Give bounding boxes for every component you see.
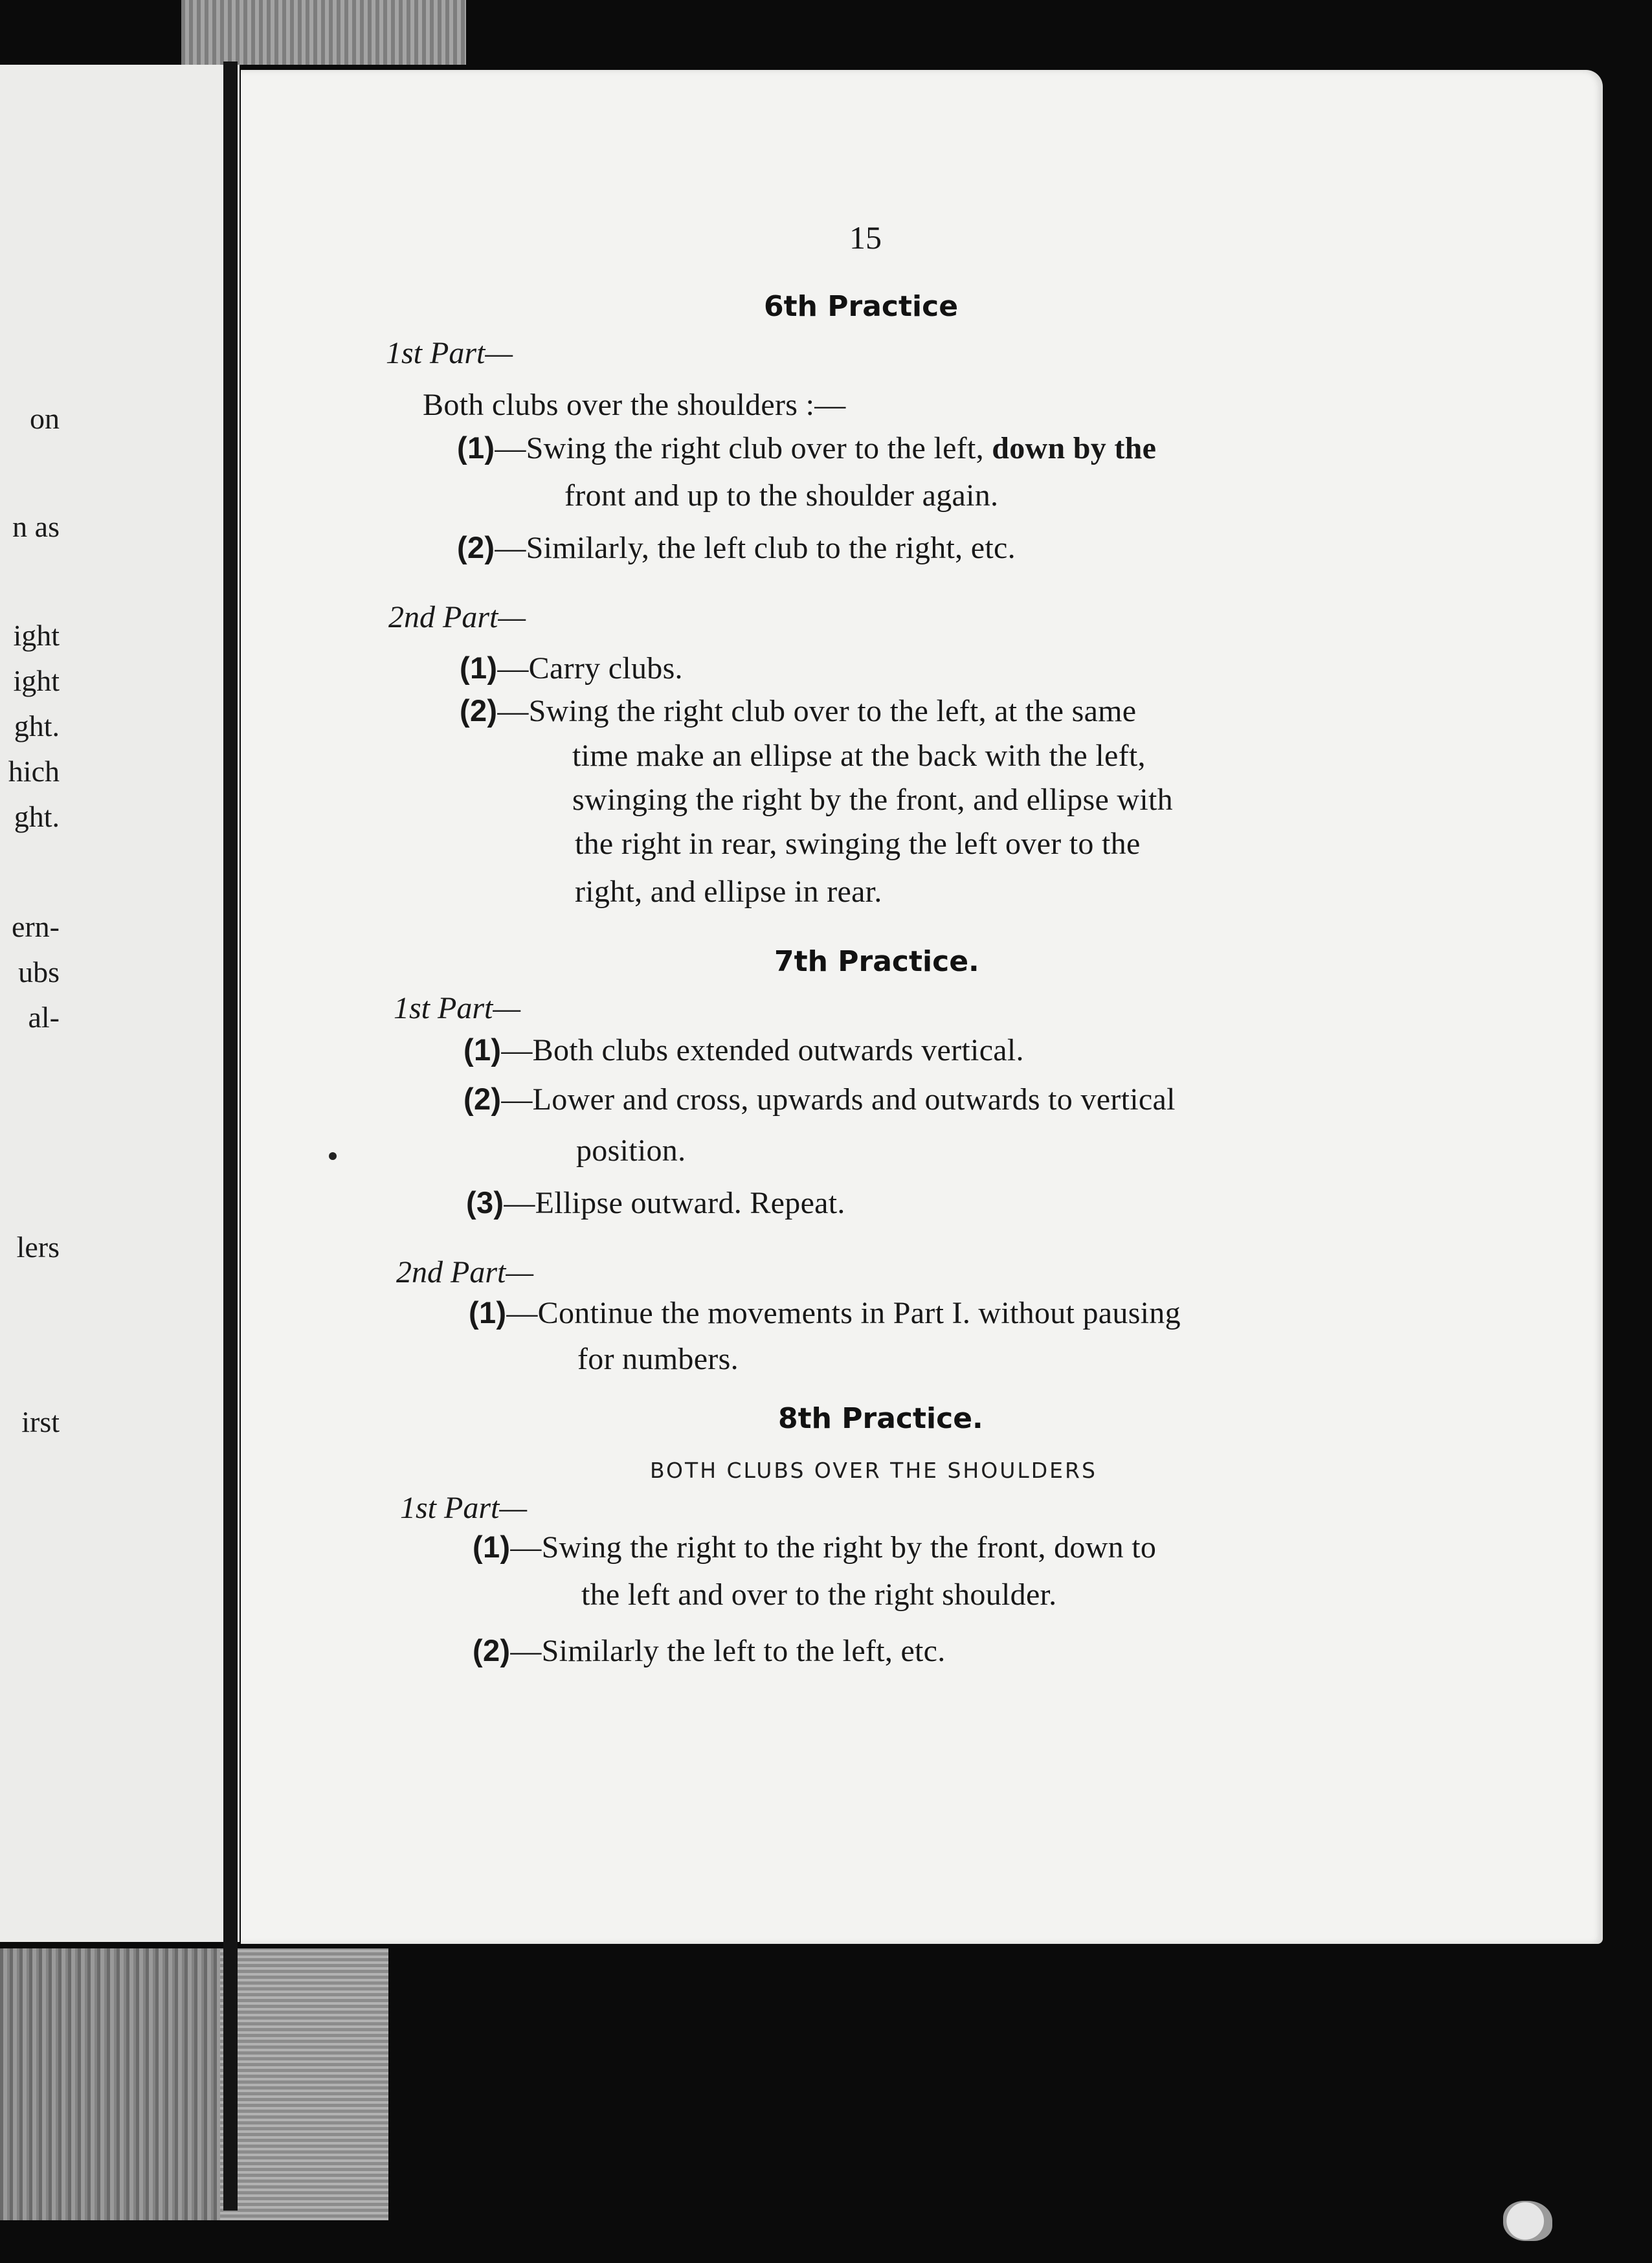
left-fragment: hich <box>8 755 60 788</box>
part-label: 2nd Part— <box>396 1255 534 1289</box>
part-label: 1st Part— <box>394 991 521 1025</box>
list-item <box>466 1185 845 1221</box>
cloth-stripe <box>220 1948 388 2220</box>
item-text: —Both clubs extended outwards vertical. <box>501 1033 1024 1067</box>
item-continuation: right, and ellipse in rear. <box>575 875 882 909</box>
item-text: —Swing the right to the right by the front, down to <box>510 1530 1157 1565</box>
list-item <box>473 1633 946 1669</box>
binding-cloth-bottom <box>0 1948 388 2220</box>
binding-cloth-top <box>181 0 466 65</box>
item-continuation: for numbers. <box>577 1342 739 1376</box>
item-text: —Carry clubs. <box>497 651 683 686</box>
list-item <box>457 530 1016 566</box>
section-heading: 8th Practice. <box>778 1402 983 1435</box>
library-stamp <box>1503 2201 1552 2241</box>
left-page <box>0 65 240 1942</box>
list-item <box>469 1295 1181 1331</box>
item-text: —Swing the right club over to the left, at the same <box>497 694 1137 728</box>
left-fragment: al- <box>28 1001 60 1034</box>
item-number: (1) <box>473 1530 511 1564</box>
item-continuation: the right in rear, swinging the left over to the <box>575 827 1141 861</box>
section-subheading: BOTH CLUBS OVER THE SHOULDERS <box>650 1458 1097 1483</box>
item-text: —Lower and cross, upwards and outwards to vertical <box>501 1082 1176 1117</box>
list-item <box>457 430 1156 466</box>
item-continuation: position. <box>576 1133 686 1168</box>
ink-speck <box>329 1152 337 1160</box>
part-label: 1st Part— <box>386 336 513 370</box>
item-number: (1) <box>460 651 498 685</box>
list-item <box>473 1529 1156 1565</box>
item-number: (3) <box>466 1185 504 1220</box>
part-intro: Both clubs over the shoulders :— <box>423 388 846 422</box>
list-item <box>463 1032 1024 1068</box>
item-text-bold: down by the <box>992 431 1157 465</box>
item-number: (1) <box>463 1032 502 1067</box>
left-fragment: ght. <box>14 709 60 742</box>
left-fragment: irst <box>21 1405 60 1438</box>
part-label: 1st Part— <box>400 1491 528 1525</box>
item-text: —Swing the right club over to the left, <box>495 431 992 465</box>
item-continuation: front and up to the shoulder again. <box>564 478 999 513</box>
list-item <box>463 1081 1176 1117</box>
part-label: 2nd Part— <box>388 600 526 634</box>
section-heading: 6th Practice <box>764 290 959 323</box>
item-text: —Ellipse outward. Repeat. <box>504 1186 845 1220</box>
item-continuation: the left and over to the right shoulder. <box>581 1577 1057 1612</box>
section-heading: 7th Practice. <box>774 945 979 978</box>
item-number: (2) <box>463 1082 502 1116</box>
left-fragment: on <box>30 402 60 435</box>
left-fragment: ight <box>13 664 60 697</box>
item-text: —Similarly, the left club to the right, etc. <box>495 531 1016 565</box>
left-fragment: n as <box>12 510 60 543</box>
item-text: —Continue the movements in Part I. without pausing <box>506 1296 1181 1330</box>
item-continuation: swinging the right by the front, and ellipse with <box>572 783 1173 817</box>
left-fragment: ght. <box>14 800 60 833</box>
list-item <box>460 650 683 686</box>
left-fragment: lers <box>16 1231 60 1264</box>
item-number: (2) <box>457 530 495 564</box>
item-text: —Similarly the left to the left, etc. <box>510 1634 946 1668</box>
item-number: (2) <box>460 693 498 728</box>
list-item <box>460 693 1136 729</box>
item-number: (2) <box>473 1633 511 1667</box>
left-fragment: ubs <box>18 955 60 988</box>
book-spine <box>223 61 238 2211</box>
left-fragment: ern- <box>11 910 60 943</box>
left-fragment: ight <box>13 619 60 652</box>
page-number: 15 <box>849 219 882 256</box>
item-continuation: time make an ellipse at the back with the left, <box>572 739 1146 773</box>
item-number: (1) <box>469 1295 507 1330</box>
item-number: (1) <box>457 430 495 465</box>
